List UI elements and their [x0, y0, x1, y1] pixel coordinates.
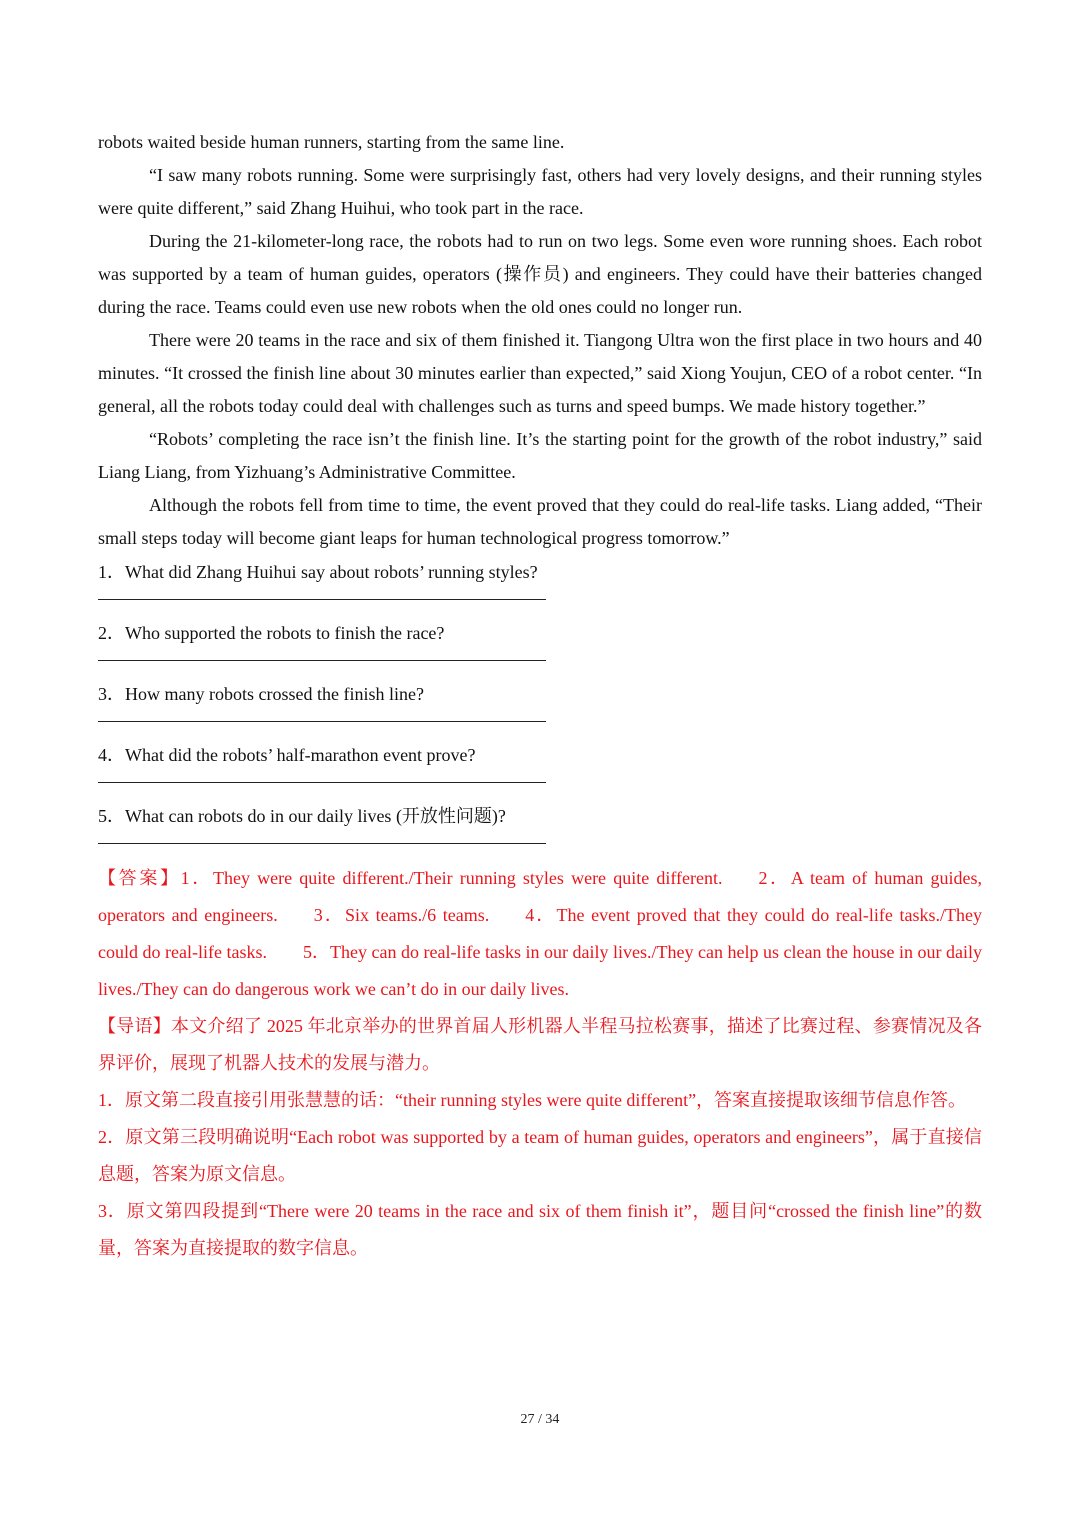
answer-4: 4．The event proved that they could do real-life tasks./They could do real-life tasks.	[98, 905, 983, 962]
question-2: 2．Who supported the robots to finish the race?	[98, 623, 445, 643]
passage-paragraph: During the 21-kilometer-long race, the robots had to run on two legs. Some even wore running shoes. Each robot was supported by a team of human guides, operators (操作员) and engineers. They could have their batteries changed during the race. Teams could even use new robots when the old ones could no longer run.	[98, 231, 982, 317]
guide-paragraph	[98, 1008, 982, 1082]
passage-paragraph: “I saw many robots running. Some were surprisingly fast, others had very lovely designs, and their running styles were quite different,” said Zhang Huihui, who took part in the race.	[98, 165, 982, 218]
answer-1: 1．They were quite different./Their running styles were quite different.	[180, 868, 723, 888]
answer-paragraph	[98, 860, 982, 1008]
page-number: 27 / 34	[520, 1412, 560, 1427]
question-4: 4．What did the robots’ half-marathon event prove?	[98, 745, 476, 765]
answer-section	[98, 860, 982, 1267]
passage-paragraph: “Robots’ completing the race isn’t the finish line. It’s the starting point for the growth of the robot industry,” said Liang Liang, from Yizhuang’s Administrative Committee.	[98, 429, 982, 482]
question-1: 1．What did Zhang Huihui say about robots’ running styles?	[98, 562, 538, 582]
answer-3: 3．Six teams./6 teams.	[313, 905, 490, 925]
passage-paragraph: robots waited beside human runners, starting from the same line.	[98, 132, 565, 152]
guide-text: 本文介绍了 2025 年北京举办的世界首届人形机器人半程马拉松赛事，描述了比赛过程、参赛情况及各界评价，展现了机器人技术的发展与潜力。	[98, 1016, 982, 1073]
answer-2: 2．A team of human guides, operators and engineers.	[98, 868, 982, 925]
passage-paragraph: There were 20 teams in the race and six of them finished it. Tiangong Ultra won the first place in two hours and 40 minutes. “It crossed the finish line about 30 minutes earlier than expected,” said Xiong Youjun, CEO of a robot center. “In general, all the robots today could deal with challenges such as turns and speed bumps. We made history together.”	[98, 330, 982, 416]
answer-line-3[interactable]	[98, 721, 546, 722]
explanation-2: 2．原文第三段明确说明“Each robot was supported by a team of human guides, operators and engineers”，属于直接信息题，答案为原文信息。	[98, 1127, 982, 1184]
answer-line-1[interactable]	[98, 599, 546, 600]
answer-label: 【答案】	[98, 868, 181, 888]
answer-line-2[interactable]	[98, 660, 546, 661]
page-content	[98, 126, 982, 1267]
guide-label: 【导语】	[98, 1016, 171, 1036]
explanation-3: 3．原文第四段提到“There were 20 teams in the race and six of them finish it”，题目问“crossed the finish line”的数量，答案为直接提取的数字信息。	[98, 1201, 982, 1258]
question-list	[98, 555, 982, 844]
answer-line-5[interactable]	[98, 843, 546, 844]
question-3: 3．How many robots crossed the finish line?	[98, 684, 424, 704]
explanation-1: 1．原文第二段直接引用张慧慧的话：“their running styles were quite different”，答案直接提取该细节信息作答。	[98, 1090, 967, 1110]
passage-paragraph: Although the robots fell from time to time, the event proved that they could do real-life tasks. Liang added, “Their small steps today will become giant leaps for human technological progress tomorrow.”	[98, 495, 982, 548]
answer-line-4[interactable]	[98, 782, 546, 783]
answer-5: 5．They can do real-life tasks in our daily lives./They can help us clean the house in our daily lives./They can do dangerous work we can’t do in our daily lives.	[98, 942, 982, 999]
question-5: 5．What can robots do in our daily lives (开放性问题)?	[98, 806, 506, 826]
